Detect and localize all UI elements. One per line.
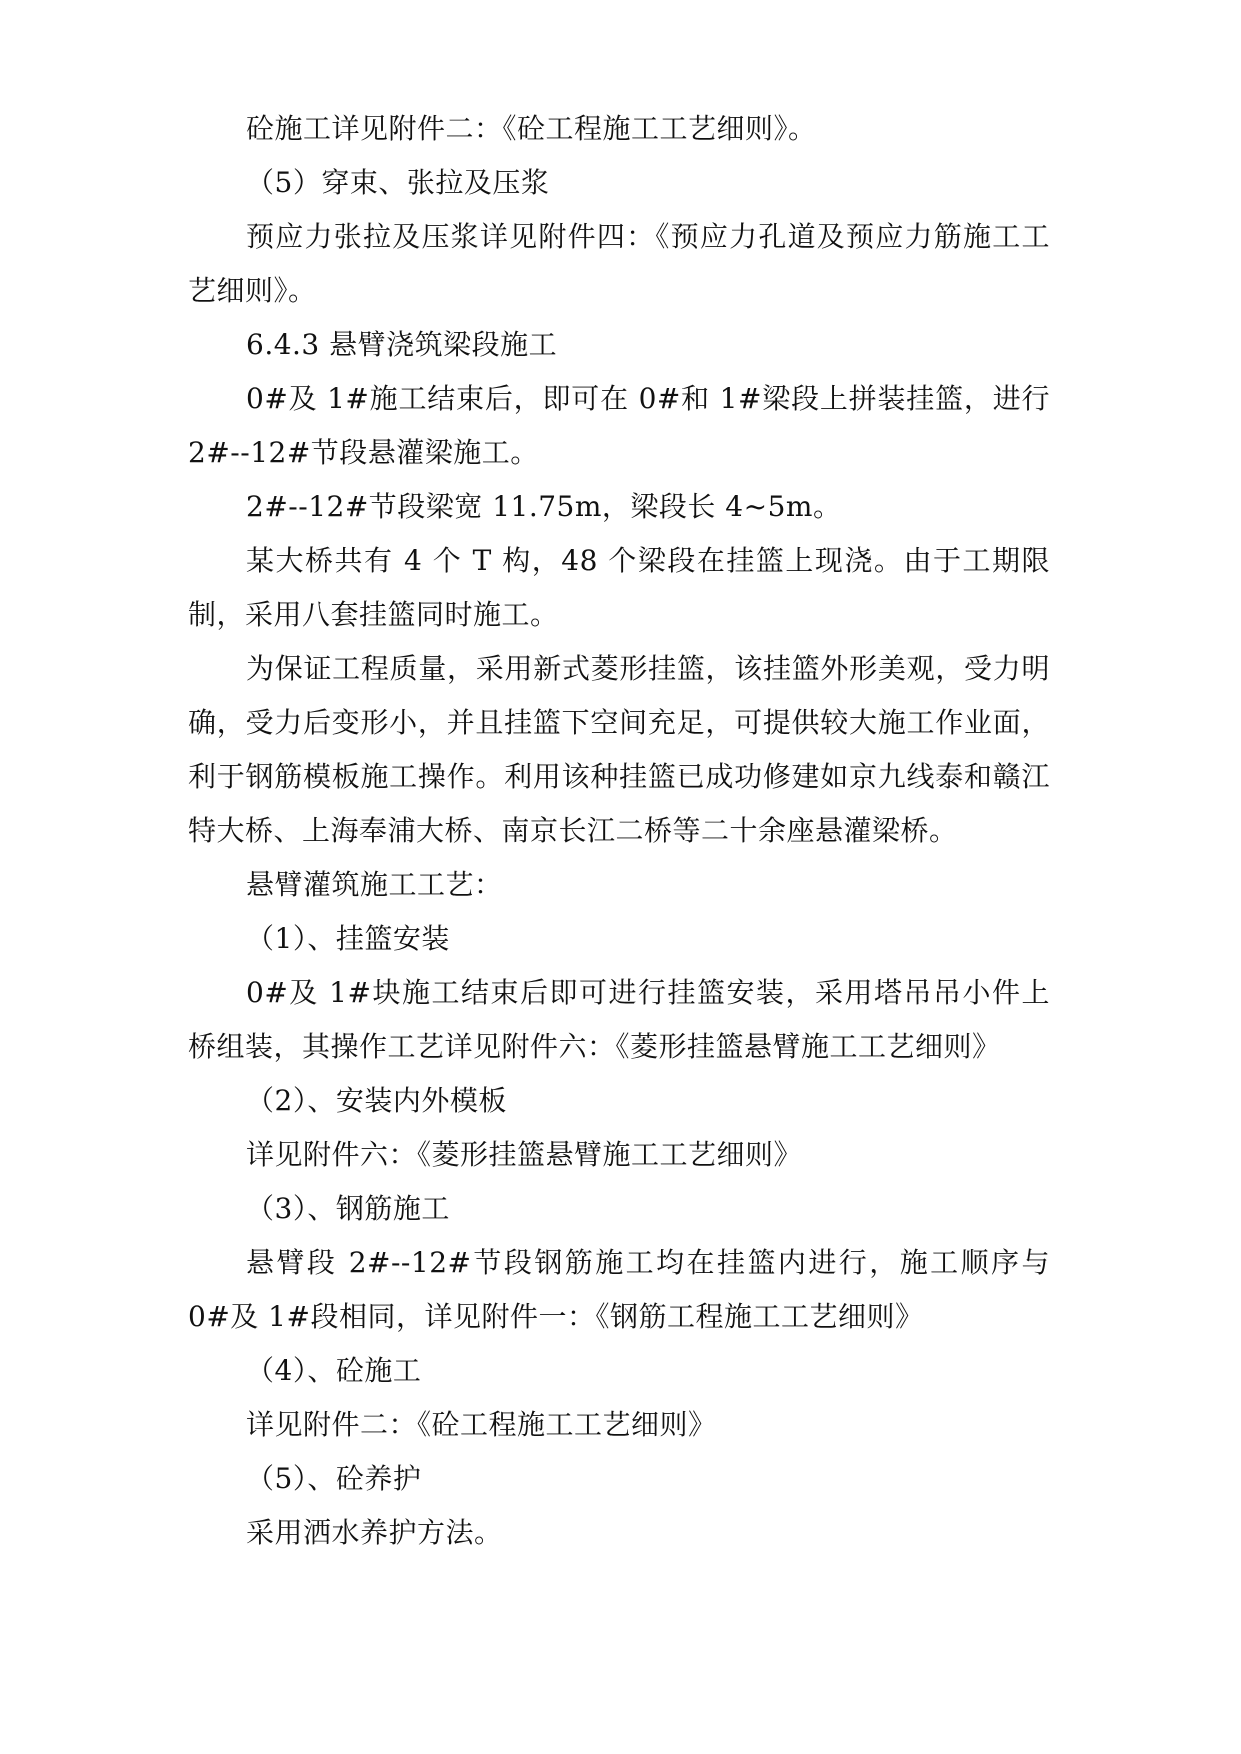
heading-step-2: （2）、安装内外模板	[246, 1084, 507, 1117]
heading-step-4: （4）、砼施工	[246, 1354, 422, 1387]
paragraph-segment-dimensions: 2#--12#节段梁宽 11.75m，梁段长 4~5m。	[246, 490, 842, 523]
paragraph-step-3: 悬臂段 2#--12#节段钢筋施工均在挂篮内进行，施工顺序与 0#及 1#段相同，详见附件一：《钢筋工程施工工艺细则》	[188, 1246, 1050, 1333]
paragraph-hanging-basket-assembly: 0#及 1#施工结束后，即可在 0#和 1#梁段上拼装挂篮，进行 2#--12#节段悬灌梁施工。	[188, 382, 1050, 469]
paragraph-step-1: 0#及 1#块施工结束后即可进行挂篮安装，采用塔吊吊小件上桥组装，其操作工艺详见附件六：《菱形挂篮悬臂施工工艺细则》	[188, 976, 1050, 1063]
paragraph-rhombic-basket: 为保证工程质量，采用新式菱形挂篮，该挂篮外形美观，受力明确，受力后变形小，并且挂篮下空间充足，可提供较大施工作业面，利于钢筋模板施工操作。利用该种挂篮已成功修建如京九线泰和赣江特大桥、上海奉浦大桥、南京长江二桥等二十余座悬灌梁桥。	[188, 652, 1050, 847]
section-heading-6-4-3: 6.4.3 悬臂浇筑梁段施工	[246, 328, 558, 361]
heading-step-1: （1）、挂篮安装	[246, 922, 450, 955]
paragraph-prestress-ref: 预应力张拉及压浆详见附件四：《预应力孔道及预应力筋施工工艺细则》。	[188, 220, 1050, 307]
heading-cantilever-process: 悬臂灌筑施工工艺：	[246, 868, 503, 901]
paragraph-step-4: 详见附件二：《砼工程施工工艺细则》	[246, 1408, 717, 1441]
heading-step-3: （3）、钢筋施工	[246, 1192, 450, 1225]
paragraph-t-structures: 某大桥共有 4 个 T 构，48 个梁段在挂篮上现浇。由于工期限制，采用八套挂篮同时施工。	[188, 544, 1050, 631]
paragraph-concrete-ref: 砼施工详见附件二：《砼工程施工工艺细则》。	[246, 112, 817, 145]
heading-step-5: （5）、砼养护	[246, 1462, 422, 1495]
paragraph-step-2: 详见附件六：《菱形挂篮悬臂施工工艺细则》	[246, 1138, 803, 1171]
paragraph-step-5: 采用洒水养护方法。	[246, 1516, 503, 1549]
heading-threading-tensioning: （5）穿束、张拉及压浆	[246, 166, 550, 199]
document-body	[188, 102, 1050, 1560]
